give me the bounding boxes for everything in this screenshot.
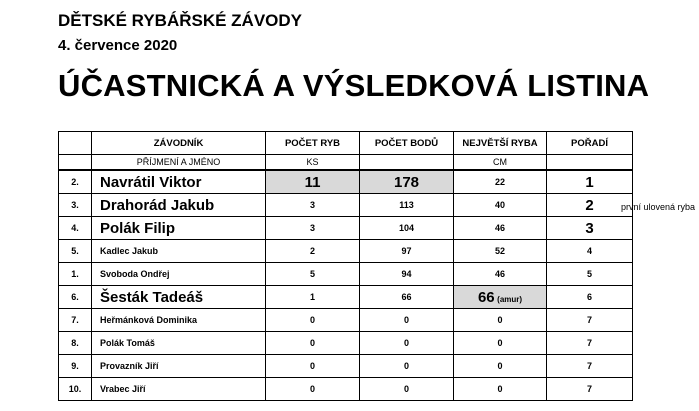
row-name: Svoboda Ondřej (92, 263, 266, 286)
row-points: 104 (360, 217, 454, 240)
table-row (59, 217, 633, 240)
row-rank: 7 (547, 378, 633, 401)
row-biggest-fish: 52 (454, 240, 547, 263)
row-biggest-fish: 46 (454, 217, 547, 240)
row-points: 97 (360, 240, 454, 263)
row-biggest-fish: 40 (454, 194, 547, 217)
row-no: 6. (59, 286, 92, 309)
table-subheader-row (59, 155, 633, 171)
row-rank: 2 (547, 194, 633, 217)
row-name: Polák Filip (92, 217, 266, 240)
row-points: 66 (360, 286, 454, 309)
event-date: 4. července 2020 (58, 37, 178, 54)
table-row (59, 378, 633, 401)
row-fish-count: 11 (266, 170, 360, 194)
row-fish-count: 5 (266, 263, 360, 286)
header-no (59, 132, 92, 155)
row-fish-count: 0 (266, 309, 360, 332)
row-rank: 3 (547, 217, 633, 240)
results-table (58, 131, 633, 401)
header-fish-count: POČET RYB (266, 132, 360, 155)
table-row (59, 240, 633, 263)
row-no: 2. (59, 170, 92, 194)
row-points: 94 (360, 263, 454, 286)
subheader-no (59, 155, 92, 171)
row-biggest-fish: 0 (454, 355, 547, 378)
row-no: 10. (59, 378, 92, 401)
row-rank: 6 (547, 286, 633, 309)
row-biggest-fish: 46 (454, 263, 547, 286)
row-rank: 7 (547, 355, 633, 378)
header-rank: POŘADÍ (547, 132, 633, 155)
table-header-row (59, 132, 633, 155)
row-name: Drahorád Jakub (92, 194, 266, 217)
subheader-competitor: PŘÍJMENÍ A JMÉNO (92, 155, 266, 171)
row-rank: 4 (547, 240, 633, 263)
row-fish-count: 0 (266, 378, 360, 401)
header-points: POČET BODŮ (360, 132, 454, 155)
row-fish-count: 0 (266, 332, 360, 355)
row-name: Polák Tomáš (92, 332, 266, 355)
table-row (59, 355, 633, 378)
table-row (59, 194, 633, 217)
row-no: 5. (59, 240, 92, 263)
row-biggest-fish: 22 (454, 170, 547, 194)
row-biggest-fish (454, 286, 547, 309)
subheader-fish-count: KS (266, 155, 360, 171)
row-no: 3. (59, 194, 92, 217)
row-points: 178 (360, 170, 454, 194)
biggest-fish-value: 66 (477, 288, 495, 306)
subheader-rank (547, 155, 633, 171)
row-name: Kadlec Jakub (92, 240, 266, 263)
row-points: 113 (360, 194, 454, 217)
row-fish-count: 1 (266, 286, 360, 309)
row-points: 0 (360, 309, 454, 332)
table-row (59, 309, 633, 332)
row-rank: 7 (547, 309, 633, 332)
row-biggest-fish: 0 (454, 309, 547, 332)
first-fish-note: první ulovená ryba (621, 202, 696, 212)
row-fish-count: 2 (266, 240, 360, 263)
row-name: Heřmánková Dominika (92, 309, 266, 332)
row-no: 4. (59, 217, 92, 240)
row-no: 9. (59, 355, 92, 378)
row-rank: 5 (547, 263, 633, 286)
row-points: 0 (360, 332, 454, 355)
row-fish-count: 3 (266, 194, 360, 217)
row-points: 0 (360, 378, 454, 401)
event-name: DĚTSKÉ RYBÁŘSKÉ ZÁVODY (58, 11, 303, 30)
table-row (59, 332, 633, 355)
row-name: Provazník Jiří (92, 355, 266, 378)
row-biggest-fish: 0 (454, 378, 547, 401)
row-name: Šesták Tadeáš (92, 286, 266, 309)
biggest-fish-note: (amur) (497, 294, 523, 304)
table-row (59, 263, 633, 286)
page-title: ÚČASTNICKÁ A VÝSLEDKOVÁ LISTINA (58, 68, 650, 103)
row-name: Vrabec Jiří (92, 378, 266, 401)
row-no: 1. (59, 263, 92, 286)
row-no: 8. (59, 332, 92, 355)
row-points: 0 (360, 355, 454, 378)
header-competitor: ZÁVODNÍK (92, 132, 266, 155)
row-fish-count: 3 (266, 217, 360, 240)
header-biggest-fish: NEJVĚTŠÍ RYBA (454, 132, 547, 155)
subheader-biggest-fish: CM (454, 155, 547, 171)
row-no: 7. (59, 309, 92, 332)
row-fish-count: 0 (266, 355, 360, 378)
row-biggest-fish: 0 (454, 332, 547, 355)
row-rank: 7 (547, 332, 633, 355)
table-row (59, 170, 633, 194)
row-name: Navrátil Viktor (92, 170, 266, 194)
subheader-points (360, 155, 454, 171)
row-rank: 1 (547, 170, 633, 194)
table-row (59, 286, 633, 309)
